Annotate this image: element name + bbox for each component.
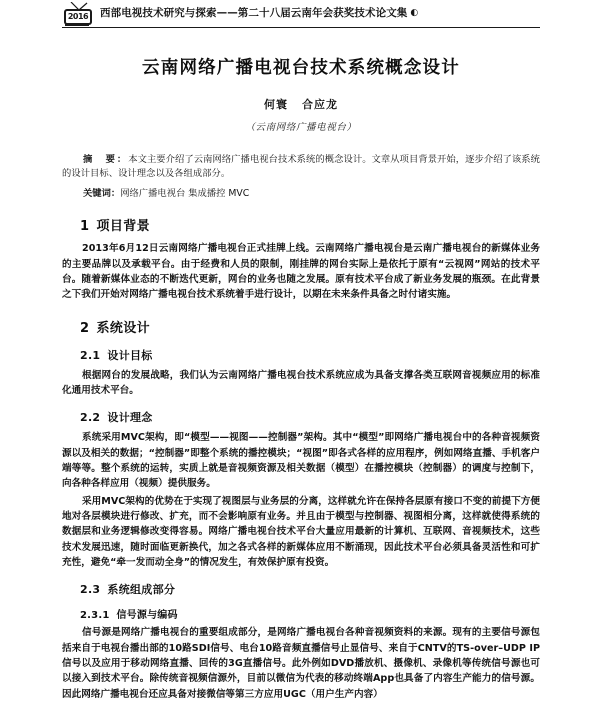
paragraph: 采用MVC架构的优势在于实现了视图层与业务层的分离，这样就允许在保持各层原有接口不变的前提下方便地对各层模块进行修改、扩充，而不会影响原有业务。并且由于模型与控制器、视图相分离，这样就使得系统的数据层和业务逻辑修改变得容易。网络广播电视台技术平台大量应用最新的计算机、互联网、音视频技术，这些技术发展迅速，随时面临更新换代，加之各式各样的新媒体应用不断涌现，因此技术平台必须具备灵活性和可扩充性，避免“牵一发而动全身”的情况发生，有效保护原有投资。: [62, 495, 540, 569]
subsection-heading-2-3: [62, 581, 540, 597]
section-heading-2: [62, 317, 540, 336]
page-title: 云南网络广播电视台技术系统概念设计: [142, 58, 460, 78]
logo-year: 2016: [67, 12, 89, 21]
subsection-heading-2-1: [62, 347, 540, 363]
subsection-title-2-1: 设计目标: [107, 348, 153, 362]
document-content: [62, 44, 540, 704]
paragraph: 系统采用MVC架构，即“模型——视图——控制器”架构。其中“模型”即网络广播电视台中的各种音视频资源以及相关的数据；“控制器”即整个系统的播控模块；“视图”即各式各样的应用程序，例如网络直播、手机客户端等等。整个系统的运转，实质上就是音视频资源及相关数据（模型）在播控模块（控制器）的调度与控制下，向各种各样应用（视频）提供服务。: [62, 432, 540, 490]
subsubsection-heading-2-3-1: [62, 606, 540, 621]
subsection-number-2-2: 2.2: [80, 411, 101, 425]
section-number-1: 1: [80, 219, 90, 235]
paragraph: 2013年6月12日云南网络广播电视台正式挂牌上线。云南网络广播电视台是云南广播电视台的新媒体业务的主要品牌以及承载平台。由于经费和人员的限制，刚挂牌的网台实际上是依托于原有“云视网”网站的技术平台。随着新媒体业态的不断迭代更新，网台的业务也随之发展。原有技术平台成了新业务发展的瓶颈。在此背景之下我们开始对网络广播电视台技术系统着手进行设计，以期在未来条件具备之时付诸实施。: [62, 243, 540, 301]
author-list: [62, 96, 540, 112]
running-header: [0, 0, 600, 34]
subsubsection-title-2-3-1: 信号源与编码: [116, 610, 178, 622]
abstract-paragraph: [62, 153, 540, 182]
author-affiliation: （云南网络广播电视台）: [245, 122, 357, 133]
subsection-number-2-1: 2.1: [80, 348, 101, 362]
abstract-block: [62, 153, 540, 182]
header-title: [100, 5, 418, 20]
keywords-label: 关键词：: [83, 187, 121, 199]
author-name-2: 合应龙: [302, 98, 338, 111]
section-heading-1: [62, 215, 540, 234]
paragraph: 根据网台的发展战略，我们认为云南网络广播电视台技术系统应成为具备支撑各类互联网音视频应用的标准化通用技术平台。: [62, 369, 540, 396]
section-title-1: 项目背景: [96, 219, 151, 235]
paragraph: 信号源是网络广播电视台的重要组成部分，是网络广播电视台各种音视频资料的来源。现有的主要信号源包括来自于电视台播出部的10路SDI信号、电台10路音频直播信号止显信号、来自于CNTV的TS-over–UDP IP信号以及应用于移动网络直播、回传的3G直播信号。此外例如DVD播放机、摄像机、录像机等传统信号源也可以接入到技术平台。除传统音视频信源外，目前以微信为代表的移动终端App也具备了内容生产能力的信号源。因此网络广播电视台还应具备对接微信等第三方应用UGC（用户生产内容）: [62, 627, 540, 700]
television-base: [65, 23, 89, 26]
keywords-block: [62, 187, 540, 201]
header-title-text: 西部电视技术研究与探索——第二十八届云南年会获奖技术论文集: [100, 7, 408, 19]
subsection-number-2-3: 2.3: [80, 583, 101, 597]
header-bullet-icon: ◐: [410, 8, 419, 18]
author-name-1: 何寰: [264, 98, 288, 111]
subsection-title-2-3: 系统组成部分: [107, 583, 176, 597]
subsection-heading-2-2: [62, 409, 540, 425]
abstract-text: 本文主要介绍了云南网络广播电视台技术系统的概念设计。文章从项目背景开始，逐步介绍了该系统的设计目标、设计理念以及各组成部分。: [62, 154, 540, 180]
conference-logo: [63, 2, 95, 26]
section-number-2: 2: [80, 320, 90, 336]
section-title-2: 系统设计: [96, 320, 151, 336]
subsubsection-number-2-3-1: 2.3.1: [80, 610, 110, 622]
header-divider: [62, 27, 540, 28]
abstract-label: 摘 要：: [83, 154, 129, 165]
subsection-title-2-2: 设计理念: [107, 411, 153, 425]
keywords-text: 网络广播电视台 集成播控 MVC: [120, 187, 250, 199]
